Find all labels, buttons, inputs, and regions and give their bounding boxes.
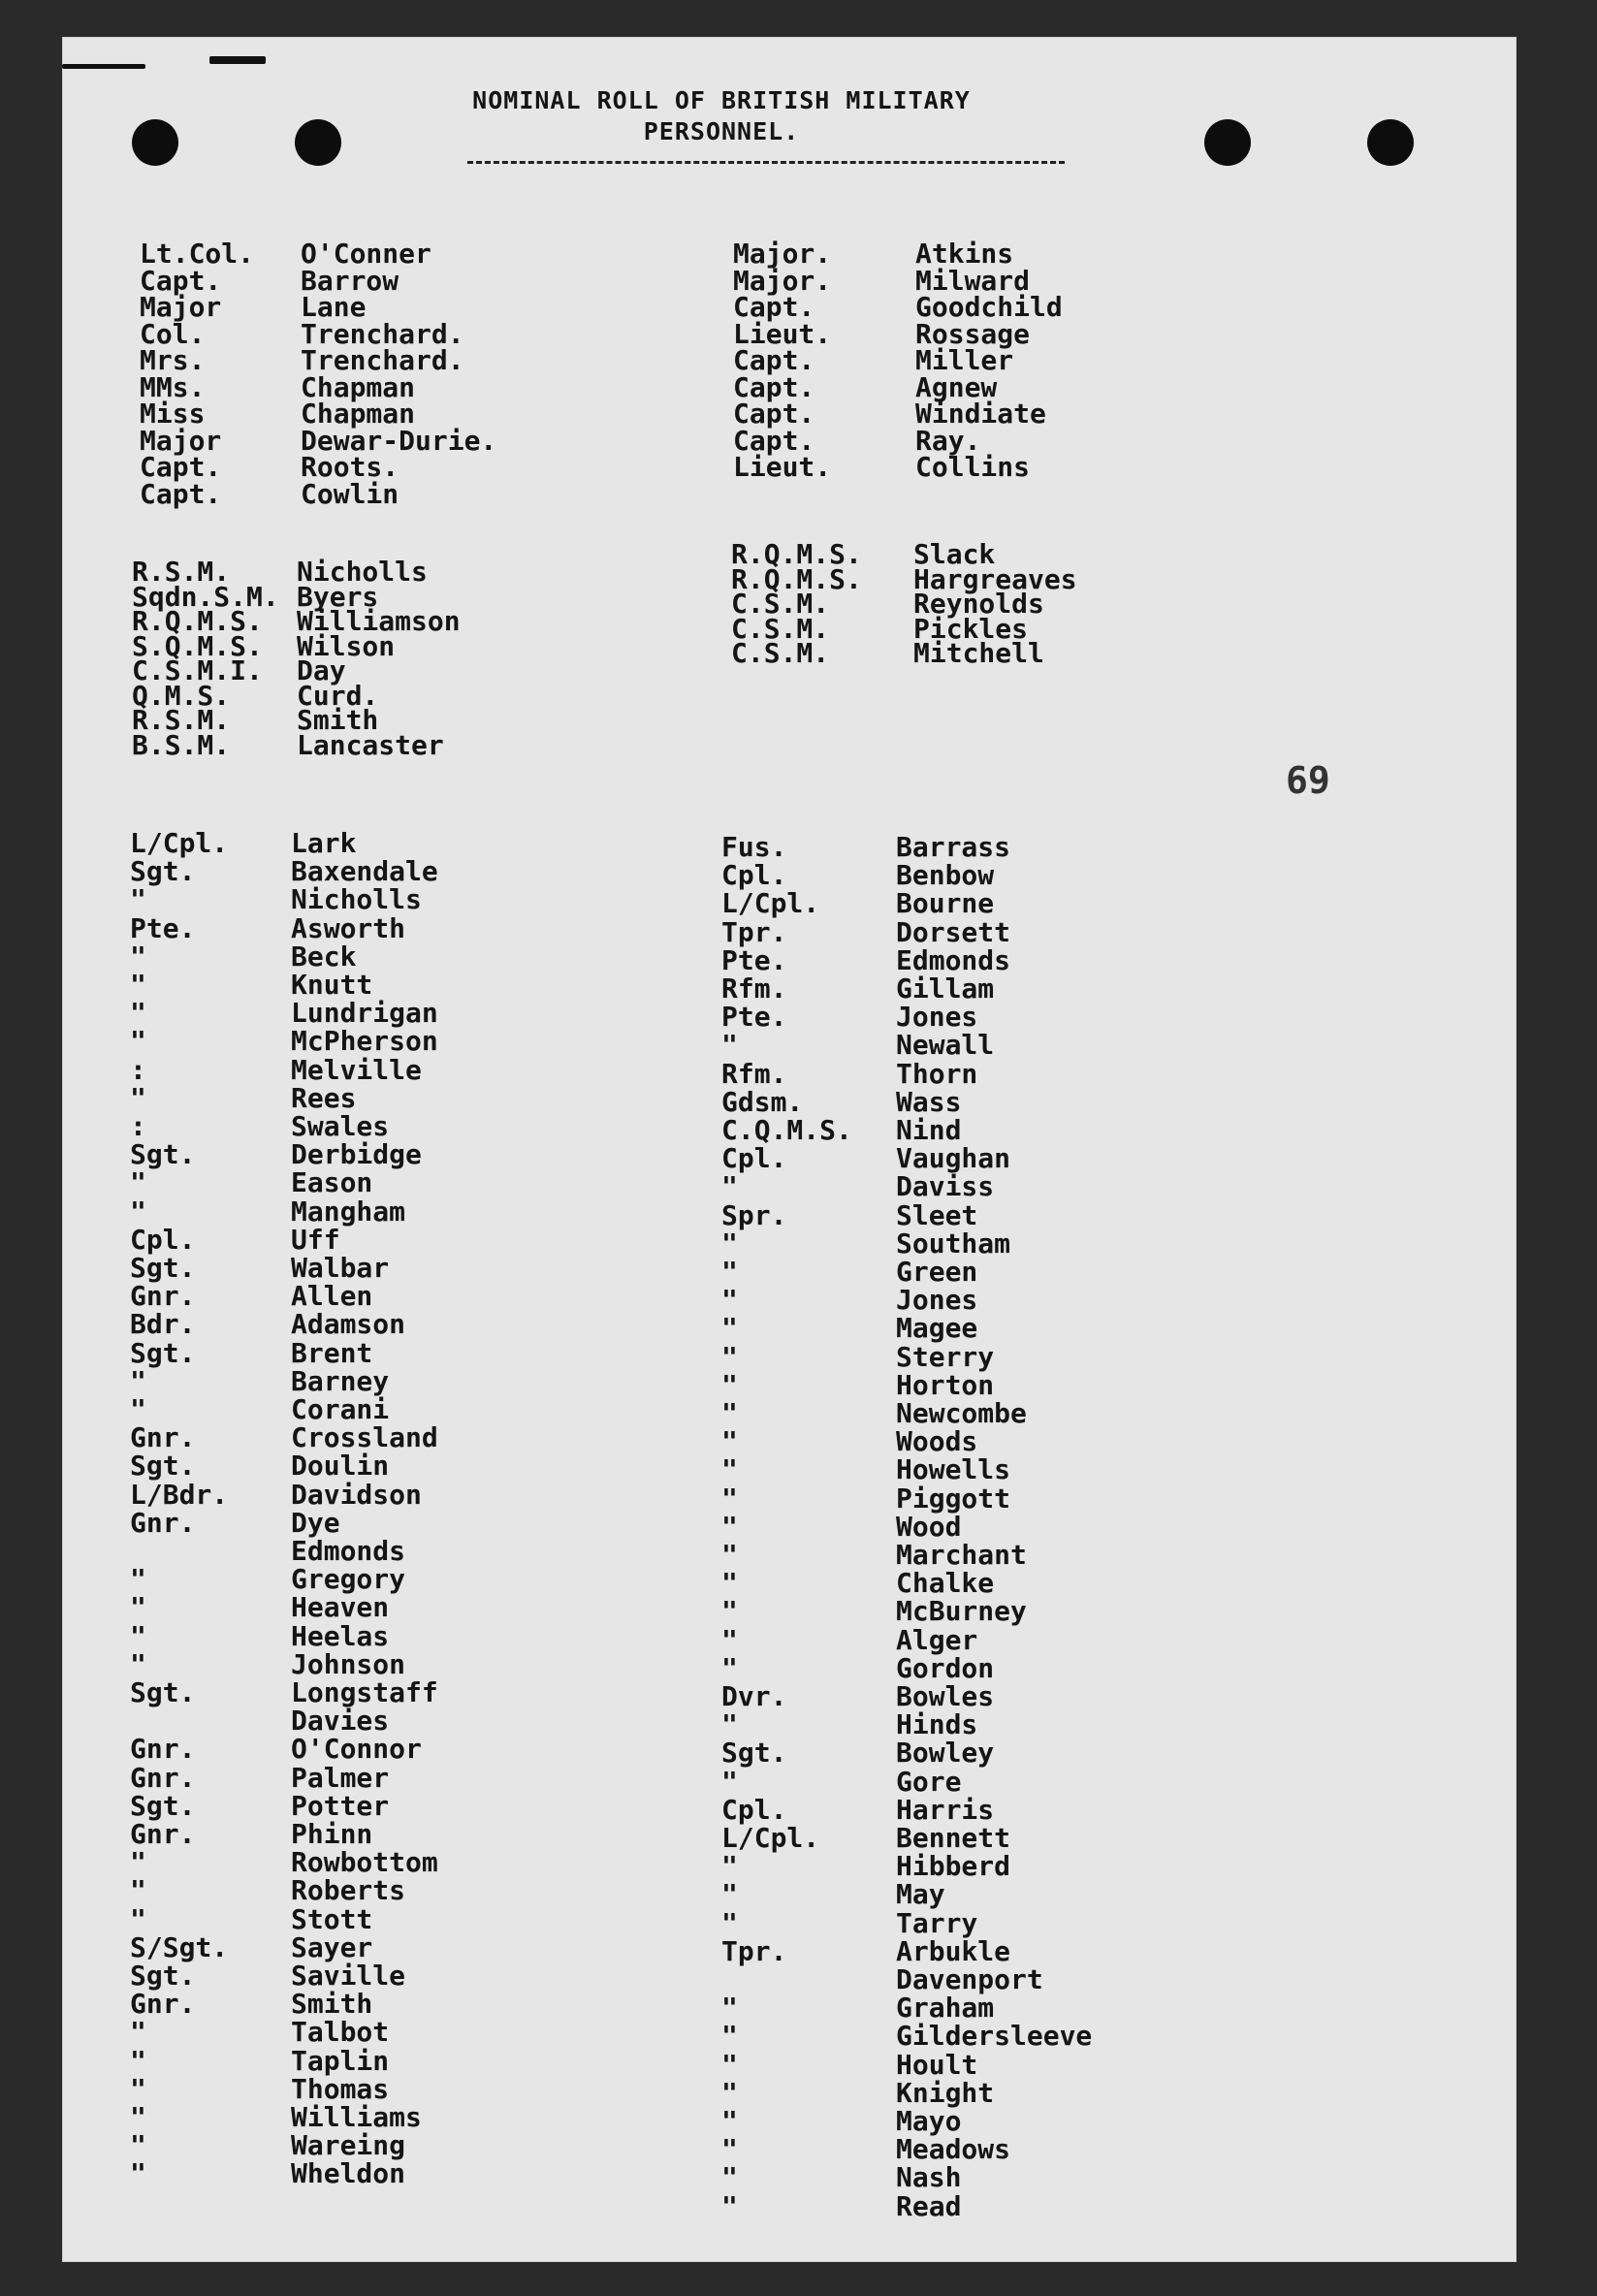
rank-label: Gnr.	[130, 1988, 196, 2021]
rank-label: "	[721, 1850, 738, 1883]
rank-label: "	[721, 2133, 738, 2166]
rank-label: Gnr.	[130, 1733, 196, 1766]
punch-hole	[1367, 119, 1414, 166]
rank-label: "	[130, 1874, 146, 1907]
rank-label: "	[721, 1765, 738, 1798]
surname: Dye	[291, 1506, 340, 1539]
surname: Magee	[896, 1312, 978, 1345]
rank-label: R.Q.M.S.	[731, 562, 862, 595]
surname: Read	[896, 2189, 962, 2222]
surname: Barney	[291, 1364, 390, 1397]
rank-label: "	[721, 1708, 738, 1741]
surname: Woods	[896, 1425, 978, 1458]
rank-label: "	[721, 2161, 738, 2194]
rank-label: Tpr.	[721, 915, 787, 948]
surname: Milward	[915, 264, 1031, 297]
rank-label: "	[721, 1425, 738, 1458]
surname: Edmonds	[896, 943, 1011, 976]
rank-label: "	[721, 2020, 738, 2053]
rank-label: "	[130, 883, 146, 916]
rank-label: Sgt.	[130, 1450, 196, 1483]
page-number: 69	[1286, 759, 1330, 802]
rank-label: "	[130, 1025, 146, 1058]
surname: Bowles	[896, 1680, 995, 1712]
rank-label: "	[130, 2157, 146, 2190]
rank-label: "	[130, 1846, 146, 1879]
surname: Williamson	[297, 605, 461, 637]
surname: Wood	[896, 1510, 962, 1543]
rank-label: "	[721, 1878, 738, 1911]
rank-label: C.S.M.	[731, 612, 830, 645]
surname: Gildersleeve	[896, 2020, 1093, 2053]
surname: Lancaster	[297, 728, 444, 761]
surname: Vaughan	[896, 1142, 1011, 1175]
rank-label: L/Bdr.	[130, 1478, 229, 1511]
surname: Rossage	[915, 317, 1031, 350]
surname: Gillam	[896, 973, 995, 1004]
rank-label: "	[130, 2101, 146, 2133]
rank-label: Sgt.	[130, 1789, 196, 1822]
rank-label: "	[721, 2048, 738, 2081]
surname: Rees	[291, 1081, 357, 1114]
rank-label: "	[130, 2129, 146, 2162]
surname: Dorsett	[896, 915, 1011, 948]
surname: Gregory	[291, 1563, 406, 1596]
rank-label: Capt.	[140, 451, 222, 483]
rank-label: C.S.M.	[731, 588, 830, 620]
surname: Eason	[291, 1166, 373, 1199]
surname: Windiate	[915, 398, 1046, 430]
surname: Derbidge	[291, 1138, 422, 1171]
rank-label: "	[721, 1312, 738, 1345]
rank-label: Rfm.	[721, 973, 787, 1004]
rank-label: C.Q.M.S.	[721, 1114, 852, 1146]
rank-label: Capt.	[733, 398, 815, 430]
surname: Cowlin	[301, 477, 399, 510]
surname: Johnson	[291, 1647, 406, 1680]
rank-label: Major.	[733, 264, 832, 297]
rank-label: Q.M.S.	[132, 679, 231, 712]
surname: Meadows	[896, 2133, 1011, 2166]
surname: Brent	[291, 1336, 373, 1369]
rank-label: Miss	[140, 398, 206, 430]
title-underline	[467, 161, 1065, 164]
rank-label: Capt.	[140, 477, 222, 510]
surname: Slack	[913, 538, 996, 570]
rank-label: "	[130, 1563, 146, 1596]
surname: Wilson	[297, 629, 396, 662]
surname: Rowbottom	[291, 1846, 438, 1879]
rank-label: Major.	[733, 238, 832, 270]
rank-label: S/Sgt.	[130, 1930, 229, 1963]
surname: Chapman	[301, 370, 416, 403]
rank-label: "	[721, 1397, 738, 1429]
rank-label: R.S.M.	[132, 704, 231, 736]
rank-label: Sgt.	[130, 1676, 196, 1708]
surname: Wass	[896, 1085, 962, 1118]
surname: Newall	[896, 1029, 995, 1062]
rank-label: "	[130, 1166, 146, 1199]
surname: Tarry	[896, 1906, 978, 1939]
rank-label: "	[721, 1256, 738, 1288]
rank-label: "	[130, 1081, 146, 1114]
document-page	[62, 37, 1517, 2262]
surname: Knight	[896, 2076, 995, 2109]
rank-label: "	[721, 1227, 738, 1260]
surname: Heaven	[291, 1591, 390, 1624]
rank-label: Major	[140, 291, 222, 323]
surname: Mitchell	[913, 637, 1044, 669]
rank-label: "	[721, 1567, 738, 1600]
surname: Mayo	[896, 2105, 962, 2137]
surname: Melville	[291, 1053, 422, 1086]
surname: Davidson	[291, 1478, 422, 1511]
rank-label: "	[721, 1539, 738, 1571]
document-title	[450, 85, 993, 147]
surname: Jones	[896, 1001, 978, 1034]
staple-mark	[62, 64, 145, 69]
rank-label: Major	[140, 424, 222, 457]
rank-label: Mrs.	[140, 344, 206, 376]
rank-label: Gnr.	[130, 1506, 196, 1539]
rank-label: Tpr.	[721, 1934, 787, 1967]
surname: Bowley	[896, 1737, 995, 1770]
rank-label: Capt.	[733, 424, 815, 457]
surname: Longstaff	[291, 1676, 438, 1708]
surname: Davies	[291, 1705, 390, 1738]
surname: Bennett	[896, 1822, 1011, 1854]
rank-label: "	[721, 1482, 738, 1515]
surname: Marchant	[896, 1539, 1027, 1571]
rank-label: Cpl.	[721, 1793, 787, 1826]
surname: Pickles	[913, 612, 1029, 645]
rank-label: C.S.M.I.	[132, 654, 263, 686]
rank-label: Lt.Col.	[140, 238, 255, 270]
rank-label: Sgt.	[130, 1960, 196, 1992]
rank-label: Capt.	[733, 344, 815, 376]
surname: Sleet	[896, 1198, 978, 1231]
surname: Sayer	[291, 1930, 373, 1963]
rank-label: Sgt.	[130, 1252, 196, 1284]
surname: Corani	[291, 1393, 390, 1425]
rank-label: MMs.	[140, 370, 206, 403]
surname: Curd.	[297, 679, 379, 712]
surname: O'Connor	[291, 1733, 422, 1766]
rank-label: "	[130, 1619, 146, 1652]
surname: Gore	[896, 1765, 962, 1798]
surname: Beck	[291, 940, 357, 973]
surname: Howells	[896, 1453, 1011, 1486]
surname: Crossland	[291, 1421, 438, 1454]
rank-label: Sgt.	[130, 855, 196, 888]
rank-label: :	[130, 1110, 146, 1142]
rank-label: R.Q.M.S.	[731, 538, 862, 570]
surname: Williams	[291, 2101, 422, 2133]
surname: Adamson	[291, 1308, 406, 1341]
rank-label: "	[130, 997, 146, 1030]
surname: Ray.	[915, 424, 981, 457]
surname: Agnew	[915, 370, 998, 403]
surname: Dewar-Durie.	[301, 424, 497, 457]
rank-label: Sqdn.S.M.	[132, 580, 279, 613]
rank-label: S.Q.M.S.	[132, 629, 263, 662]
surname: May	[896, 1878, 945, 1911]
surname: Arbukle	[896, 1934, 1011, 1967]
rank-label: "	[721, 1453, 738, 1486]
rank-label: "	[721, 1284, 738, 1317]
surname: Piggott	[896, 1482, 1011, 1515]
rank-label: "	[721, 1029, 738, 1062]
rank-label: R.S.M.	[132, 556, 231, 588]
surname: Palmer	[291, 1761, 390, 1794]
surname: Bourne	[896, 887, 995, 920]
rank-label: Cpl.	[721, 859, 787, 892]
surname: Roberts	[291, 1874, 406, 1907]
surname: Sterry	[896, 1340, 995, 1373]
rank-label: Capt.	[733, 291, 815, 323]
rank-label: Gnr.	[130, 1280, 196, 1313]
rank-label: "	[130, 1902, 146, 1935]
rank-label: Capt.	[140, 264, 222, 297]
surname: Southam	[896, 1227, 1011, 1260]
surname: Nind	[896, 1114, 962, 1146]
surname: Roots.	[301, 451, 399, 483]
rank-label: Bdr.	[130, 1308, 196, 1341]
surname: Horton	[896, 1368, 995, 1401]
surname: Smith	[291, 1988, 373, 2021]
rank-label: L/Cpl.	[721, 1822, 820, 1854]
title-line-1: NOMINAL ROLL OF BRITISH MILITARY	[472, 86, 971, 114]
surname: Hargreaves	[913, 562, 1077, 595]
rank-label: Pte.	[130, 911, 196, 944]
surname: Alger	[896, 1623, 978, 1656]
surname: Byers	[297, 580, 379, 613]
surname: Atkins	[915, 238, 1014, 270]
surname: Uff	[291, 1223, 340, 1256]
rank-label: R.Q.M.S.	[132, 605, 263, 637]
rank-label: "	[721, 2105, 738, 2137]
surname: Doulin	[291, 1450, 390, 1483]
rank-label: "	[721, 1510, 738, 1543]
rank-label: Cpl.	[721, 1142, 787, 1175]
rank-label: "	[130, 940, 146, 973]
surname: Lundrigan	[291, 997, 438, 1030]
surname: Walbar	[291, 1252, 390, 1284]
surname: Collins	[915, 451, 1031, 483]
rank-label: Capt.	[733, 370, 815, 403]
rank-label: "	[130, 1364, 146, 1397]
surname: Barrass	[896, 831, 1011, 863]
surname: Phinn	[291, 1818, 373, 1850]
surname: Lark	[291, 827, 357, 859]
surname: Lane	[301, 291, 367, 323]
surname: Knutt	[291, 969, 373, 1001]
surname: Chapman	[301, 398, 416, 430]
surname: Edmonds	[291, 1535, 406, 1567]
surname: Hibberd	[896, 1850, 1011, 1883]
surname: Reynolds	[913, 588, 1044, 620]
surname: Wheldon	[291, 2157, 406, 2190]
rank-label: "	[721, 2189, 738, 2222]
rank-label: "	[721, 1992, 738, 2025]
surname: Wareing	[291, 2129, 406, 2162]
rank-label: Pte.	[721, 1001, 787, 1034]
surname: Potter	[291, 1789, 390, 1822]
rank-label: Lieut.	[733, 317, 832, 350]
surname: Heelas	[291, 1619, 390, 1652]
surname: Smith	[297, 704, 379, 736]
surname: Barrow	[301, 264, 399, 297]
surname: Miller	[915, 344, 1014, 376]
surname: Trenchard.	[301, 317, 464, 350]
punch-hole	[1204, 119, 1251, 166]
rank-label: "	[130, 2016, 146, 2049]
rank-label: L/Cpl.	[130, 827, 229, 859]
surname: Green	[896, 1256, 978, 1288]
surname: Jones	[896, 1284, 978, 1317]
rank-label: "	[130, 2044, 146, 2077]
surname: Benbow	[896, 859, 995, 892]
rank-label: Pte.	[721, 943, 787, 976]
rank-label: "	[130, 1393, 146, 1425]
surname: Thorn	[896, 1057, 978, 1090]
rank-label: Fus.	[721, 831, 787, 863]
surname: Swales	[291, 1110, 390, 1142]
surname: McPherson	[291, 1025, 438, 1058]
rank-label: :	[130, 1053, 146, 1086]
rank-label: Gnr.	[130, 1421, 196, 1454]
rank-label: Sgt.	[721, 1737, 787, 1770]
rank-label: Gnr.	[130, 1761, 196, 1794]
surname: Baxendale	[291, 855, 438, 888]
rank-label: Gnr.	[130, 1818, 196, 1850]
punch-hole	[132, 119, 178, 166]
staple-mark	[209, 56, 266, 64]
surname: Thomas	[291, 2072, 390, 2105]
title-line-2: PERSONNEL.	[643, 117, 800, 145]
rank-label: "	[721, 1623, 738, 1656]
rank-label: "	[130, 1591, 146, 1624]
surname: Talbot	[291, 2016, 390, 2049]
surname: McBurney	[896, 1595, 1027, 1628]
surname: Nash	[896, 2161, 962, 2194]
rank-label: Lieut.	[733, 451, 832, 483]
rank-label: "	[130, 969, 146, 1001]
surname: Harris	[896, 1793, 995, 1826]
rank-label: Cpl.	[130, 1223, 196, 1256]
surname: Asworth	[291, 911, 406, 944]
rank-label: "	[721, 1906, 738, 1939]
rank-label: Gdsm.	[721, 1085, 804, 1118]
rank-label: B.S.M.	[132, 728, 231, 761]
rank-label: "	[721, 1595, 738, 1628]
rank-label: "	[721, 1651, 738, 1684]
surname: Goodchild	[915, 291, 1063, 323]
rank-label: "	[721, 1368, 738, 1401]
surname: Trenchard.	[301, 344, 464, 376]
surname: Newcombe	[896, 1397, 1027, 1429]
surname: Stott	[291, 1902, 373, 1935]
surname: Saville	[291, 1960, 406, 1992]
surname: Daviss	[896, 1170, 995, 1203]
surname: Mangham	[291, 1195, 406, 1228]
surname: Chalke	[896, 1567, 995, 1600]
rank-label: C.S.M.	[731, 637, 830, 669]
rank-label: Rfm.	[721, 1057, 787, 1090]
surname: Graham	[896, 1992, 995, 2025]
surname: Day	[297, 654, 346, 686]
rank-label: "	[130, 1195, 146, 1228]
surname: Nicholls	[291, 883, 422, 916]
surname: Hoult	[896, 2048, 978, 2081]
rank-label: "	[721, 1170, 738, 1203]
surname: Allen	[291, 1280, 373, 1313]
rank-label: "	[130, 1647, 146, 1680]
surname: Nicholls	[297, 556, 428, 588]
surname: O'Conner	[301, 238, 431, 270]
rank-label: Col.	[140, 317, 206, 350]
rank-label: Sgt.	[130, 1336, 196, 1369]
rank-label: "	[721, 2076, 738, 2109]
rank-label: Dvr.	[721, 1680, 787, 1712]
surname: Taplin	[291, 2044, 390, 2077]
surname: Davenport	[896, 1963, 1043, 1995]
punch-hole	[295, 119, 341, 166]
rank-label: "	[130, 2072, 146, 2105]
rank-label: Spr.	[721, 1198, 787, 1231]
surname: Gordon	[896, 1651, 995, 1684]
rank-label: Sgt.	[130, 1138, 196, 1171]
rank-label: "	[721, 1340, 738, 1373]
rank-label: L/Cpl.	[721, 887, 820, 920]
surname: Hinds	[896, 1708, 978, 1741]
